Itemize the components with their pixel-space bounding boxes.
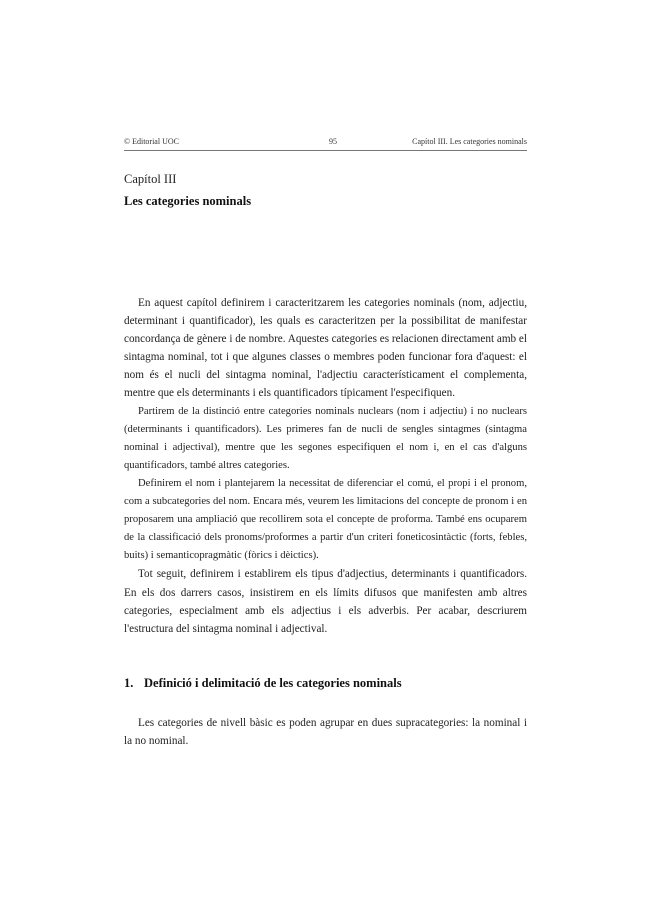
header-chapter-title: Capítol III. Les categories nominals <box>412 137 527 146</box>
section-body <box>124 714 527 750</box>
document-page <box>124 0 527 919</box>
running-header <box>124 137 527 151</box>
section-title: Definició i delimitació de les categories nominals <box>144 676 402 690</box>
section-heading <box>124 675 402 691</box>
intro-paragraph: Tot seguit, definirem i establirem els tipus d'adjectius, determinants i quantificadors. En els dos darrers casos, insistirem en els límits difusos que manifesten amb altres categories, especialment amb els adjectius i els adverbis. Per acabar, descriurem l'estructura del sintagma nominal i adjectival. <box>124 568 527 635</box>
section-number: 1. <box>124 676 134 690</box>
chapter-intro <box>124 294 527 638</box>
intro-paragraph: Partirem de la distinció entre categories nominals nuclears (nom i adjectiu) i no nuclears (determinants i quantificadors). Les primeres fan de nucli de sengles sintagmes (sintagma nominal i adjectival), mentre que les segones especifiquen el nom i, en el cas d'alguns quantificadors, també altres categories. <box>124 405 527 471</box>
intro-paragraph: Definirem el nom i plantejarem la necessitat de diferenciar el comú, el propi i el pronom, com a subcategories del nom. Encara més, veurem les limitacions del concepte de pronom i en proposarem una ampliació que recollirem sota el concepte de proforma. També ens ocuparem de la classificació dels pronoms/proformes a partir d'un criteri foneticosintàctic (forts, febles, buits) i semanticopragmàtic (fòrics i dèictics). <box>124 477 527 562</box>
section-paragraph: Les categories de nivell bàsic es poden agrupar en dues supracategories: la nominal i la no nominal. <box>124 717 527 748</box>
intro-paragraph: En aquest capítol definirem i caracteritzarem les categories nominals (nom, adjectiu, determinant i quantificador), les quals es caracteritzen per la possibilitat de manifestar concordança de gènere i de nombre. Aquestes categories es relacionen directament amb el sintagma nominal, tot i que algunes classes o membres poden funcionar fora d'aquest: el nom és el nucli del sintagma nominal, l'adjectiu característicament el complementa, mentre que els determinants i els quantificadors típicament l'especifiquen. <box>124 297 527 400</box>
page-number: 95 <box>329 137 337 146</box>
chapter-number: Capítol III <box>124 172 177 186</box>
chapter-title: Les categories nominals <box>124 194 252 208</box>
header-publisher: © Editorial UOC <box>124 137 179 146</box>
